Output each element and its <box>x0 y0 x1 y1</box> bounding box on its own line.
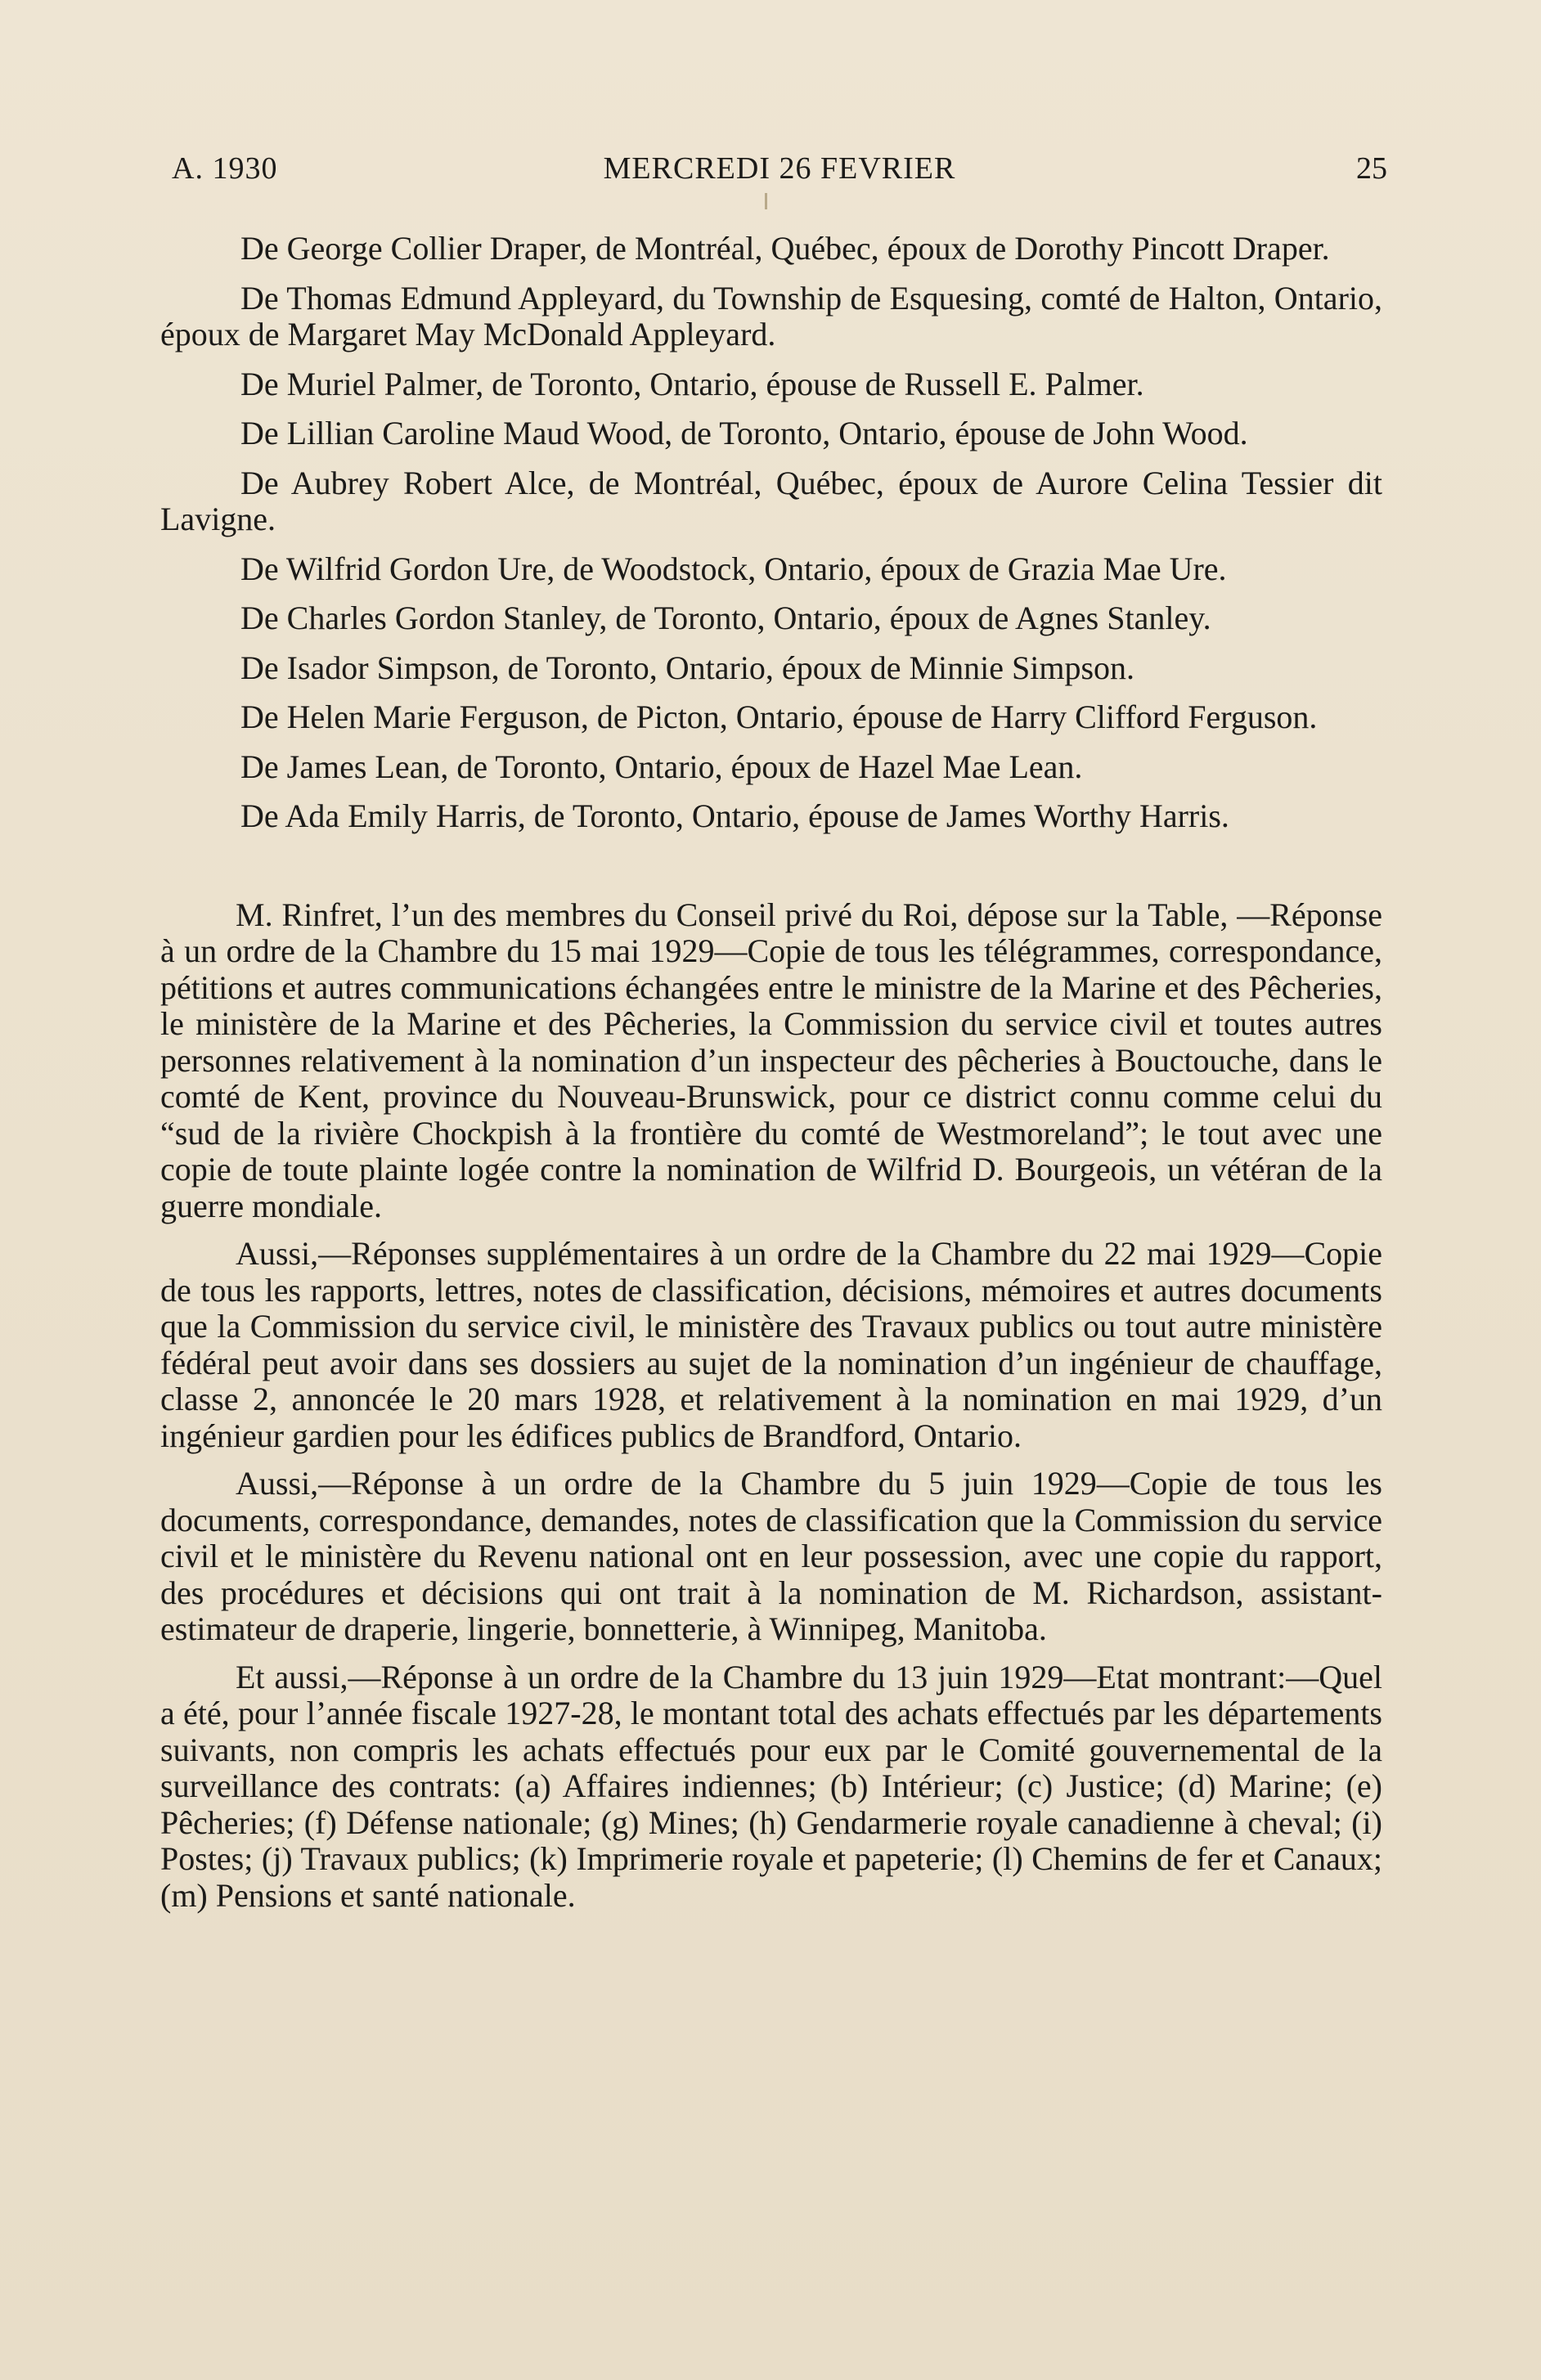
petition-entry: De Lillian Caroline Maud Wood, de Toronto, Ontario, épouse de John Wood. <box>240 415 1248 451</box>
body-paragraph: M. Rinfret, l’un des membres du Conseil privé du Roi, dépose sur la Table, —Réponse à un ordre de la Chambre du 15 mai 1929—Copie de tous les télégrammes, correspondance, pétitions et autres communications échangées entre le ministre de la Marine et des Pêcheries, le ministère de la Marine et des Pêcheries, la Commission du service civil et toutes autres personnes relativement à la nomination d’un inspecteur des pêcheries à Bouctouche, dans le comté de Kent, province du Nouveau-Brunswick, pour ce district connu comme celui du “sud de la rivière Chockpish à la frontière du comté de Westmoreland”; le tout avec une copie de toute plainte logée contre la nomination de Wilfrid D. Bourgeois, un vétéran de la guerre mondiale. <box>160 896 1382 1224</box>
body-paragraph: Et aussi,—Réponse à un ordre de la Chambre du 13 juin 1929—Etat montrant:—Quel a été, pour l’année fiscale 1927-28, le montant total des achats effectués par les départements suivants, non compris les achats effectués pour eux par le Comité gouvernemental de la surveillance des contrats: (a) Affaires indiennes; (b) Intérieur; (c) Justice; (d) Marine; (e) Pêcheries; (f) Défense nationale; (g) Mines; (h) Gendarmerie royale canadienne à cheval; (i) Postes; (j) Travaux publics; (k) Imprimerie royale et papeterie; (l) Chemins de fer et Canaux; (m) Pensions et santé nationale. <box>160 1658 1382 1914</box>
body-paragraph: Aussi,—Réponse à un ordre de la Chambre du 5 juin 1929—Copie de tous les documents, correspondance, demandes, notes de classification que la Commission du service civil et le ministère du Revenu national ont en leur possession, avec une copie du rapport, des procédures et décisions qui ont trait à la nomination de M. Richardson, assistant-estimateur de draperie, lingerie, bonnetterie, à Winnipeg, Manitoba. <box>160 1465 1382 1647</box>
section-gap <box>160 848 1382 897</box>
page-number: 25 <box>1356 151 1387 186</box>
tabled-documents <box>160 897 1382 1915</box>
petition-entry: De George Collier Draper, de Montréal, Québec, époux de Dorothy Pincott Draper. <box>240 230 1330 267</box>
petition-entry: De Charles Gordon Stanley, de Toronto, Ontario, époux de Agnes Stanley. <box>240 599 1211 636</box>
petition-entry: De Muriel Palmer, de Toronto, Ontario, épouse de Russell E. Palmer. <box>240 365 1144 402</box>
petition-entry: De Wilfrid Gordon Ure, de Woodstock, Ontario, époux de Grazia Mae Ure. <box>240 550 1227 587</box>
session-year: A. 1930 <box>172 151 278 186</box>
petition-entry: De Aubrey Robert Alce, de Montréal, Québec, époux de Aurore Celina Tessier dit Lavigne. <box>160 464 1382 537</box>
scan-mark <box>765 193 767 209</box>
page-body <box>160 231 1382 1925</box>
page-title: MERCREDI 26 FEVRIER <box>603 151 956 186</box>
petition-entry: De Isador Simpson, de Toronto, Ontario, époux de Minnie Simpson. <box>240 649 1135 686</box>
petition-entry: De Ada Emily Harris, de Toronto, Ontario, épouse de James Worthy Harris. <box>240 797 1229 834</box>
petition-entry: De Helen Marie Ferguson, de Picton, Ontario, épouse de Harry Clifford Ferguson. <box>240 698 1318 735</box>
page-header <box>172 146 1387 191</box>
petition-entry: De James Lean, de Toronto, Ontario, époux de Hazel Mae Lean. <box>240 748 1083 785</box>
petition-list <box>160 231 1382 835</box>
petition-entry: De Thomas Edmund Appleyard, du Township de Esquesing, comté de Halton, Ontario, époux de Margaret May McDonald Appleyard. <box>160 279 1382 353</box>
body-paragraph: Aussi,—Réponses supplémentaires à un ordre de la Chambre du 22 mai 1929—Copie de tous les rapports, lettres, notes de classification, décisions, mémoires et autres documents que la Commission du service civil, le ministère des Travaux publics ou tout autre ministère fédéral peut avoir dans ses dossiers au sujet de la nomination d’un ingénieur de chauffage, classe 2, annoncée le 20 mars 1928, et relativement à la nomination en mai 1929, d’un ingénieur gardien pour les édifices publics de Brandford, Ontario. <box>160 1235 1382 1454</box>
